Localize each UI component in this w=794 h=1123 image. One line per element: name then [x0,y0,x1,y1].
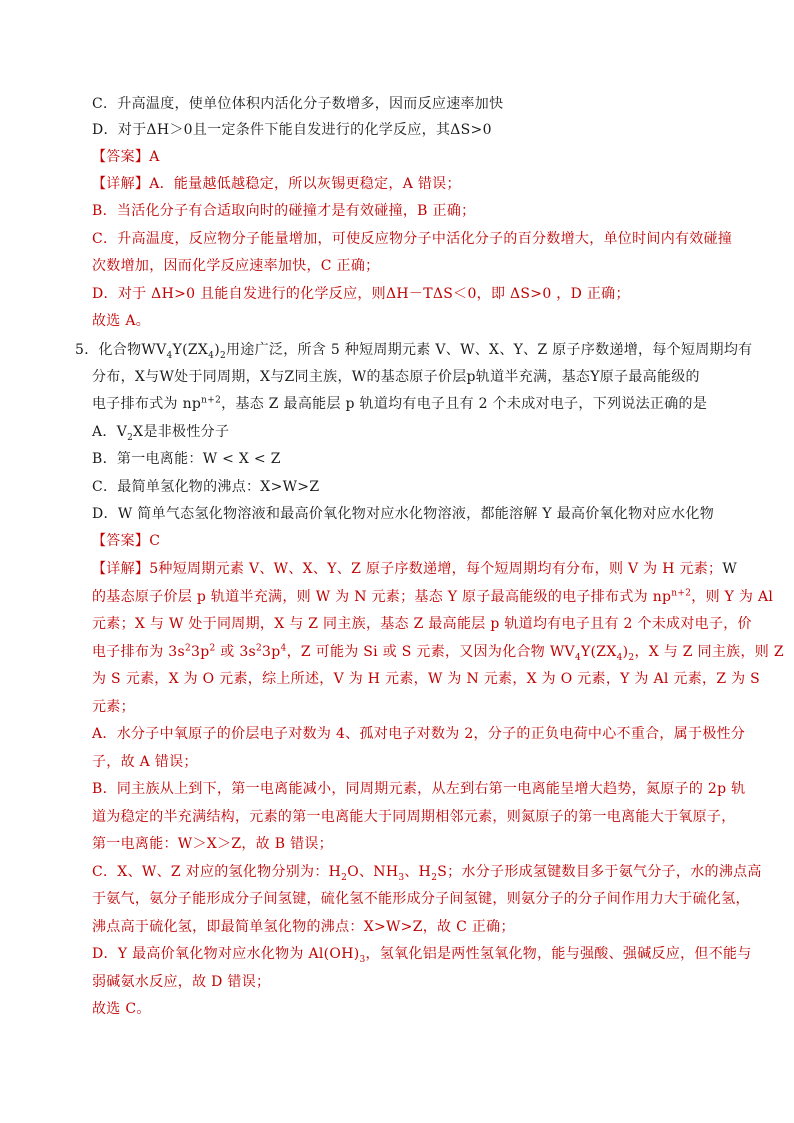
q4-explain-line-3: C．升高温度，反应物分子能量增加，可使反应物分子中活化分子的百分数增大，单位时间内有效碰撞 [92,231,733,247]
q4-explain-line-4: 次数增加，因而化学反应速率加快，C 正确； [92,258,380,274]
q5-stem-text-1: 用途广泛，所含 5 种短周期元素 V、W、X、Y、Z 原子序数递增，每个短周期均有 [226,342,753,358]
q5-option-d: D．W 简单气态氢化物溶液和最高价氧化物对应水化物溶液，都能溶解 Y 最高价氧化物对应水化物 [92,506,715,522]
q5-option-c: C．最简单氢化物的沸点：X>W>Z [92,479,320,495]
q4-explain-line-5: D．对于 ΔH>0 且能自发进行的化学反应，则ΔH－TΔS＜0，即 ΔS>0 ，D 正确； [92,286,630,302]
q5-formula: $WV_4Y(ZX_4)_2$ [141,342,226,361]
q4-explain-line-1: 【详解】A．能量越低越稳定，所以灰锡更稳定，A 错误； [92,176,461,192]
q5-explain-line-4: 电子排布为 $3s^23p^2$ 或 $3s^23p^4$，Z 可能为 Si 或 S 元素，又因为化合物 $WV_4Y(ZX_4)_2$，X 与 Z 同主族，则 Z [92,643,784,663]
q5-number: 5．化合物 [75,342,142,358]
q5-option-a: A．$V_2X$是非极性分子 [92,424,230,443]
q5-explain-line-3: 元素；X 与 W 处于同周期，X 与 Z 同主族，基态 Z 最高能层 p 轨道均有电子且有 2 个未成对电子，价 [92,616,752,632]
q5-explain-line-7: A．水分子中氧原子的价层电子对数为 4、孤对电子对数为 2，分子的正负电荷中心不重合，属于极性分 [92,726,746,742]
q5-conclusion: 故选 C。 [92,1001,151,1017]
q5-explain-line-12: C．X、W、Z 对应的氢化物分别为：$H_2O$、$NH_3$、$H_2S$；水分子形成氢键数目多于氨气分子，水的沸点高 [92,864,762,883]
q5-explain-line-5: 为 S 元素，X 为 O 元素，综上所述，V 为 H 元素，W 为 N 元素，X 为 O 元素，Y 为 Al 元素，Z 为 S [92,671,761,687]
q5-explain-line-10: 道为稳定的半充满结构，元素的第一电离能大于同周期相邻元素，则氮原子的第一电离能大于氧原子， [92,809,736,825]
q4-explain-line-2: B．当活化分子有合适取向时的碰撞才是有效碰撞，B 正确； [92,203,476,219]
q4-answer: 【答案】A [92,149,160,165]
q5-answer: 【答案】C [92,533,161,549]
q5-explain-line-14: 沸点高于硫化氢，即最简单氢化物的沸点：X>W>Z，故 C 正确； [92,919,515,935]
q4-option-c: C．升高温度，使单位体积内活化分子数增多，因而反应速率加快 [92,96,504,112]
q5-explain-line-1: 【详解】5种短周期元素 V、W、X、Y、Z 原子序数递增，每个短周期均有分布，则 V 为 H 元素；W [92,561,738,577]
q5-explain-line-13: 于氨气，氨分子能形成分子间氢键，硫化氢不能形成分子间氢键，则氨分子的分子间作用力大于硫化氢， [92,891,750,907]
q5-explain-line-9: B．同主族从上到下，第一电离能减小，同周期元素，从左到右第一电离能呈增大趋势，氮原子的 2p 轨 [92,781,746,797]
q5-explain-line-8: 子，故 A 错误； [92,754,198,770]
q4-option-d: D．对于ΔH＞0且一定条件下能自发进行的化学反应，其ΔS>0 [92,122,492,138]
q5-explain-line-16: 弱碱氨水反应，故 D 错误； [92,974,271,990]
q5-explain-line-6: 元素； [92,699,135,715]
q5-explain-line-11: 第一电离能：W＞X＞Z，故 B 错误； [92,836,333,852]
q5-explain-line-2: 的基态原子价层 p 轨道半充满，则 W 为 N 元素；基态 Y 原子最高能级的电子排布式为 $np^{n+2}$，则 Y 为 Al [92,588,774,605]
q4-conclusion: 故选 A。 [92,313,151,329]
q5-option-b: B．第一电离能：W < X < Z [92,451,281,467]
q5-stem-line-2: 分布，X与W处于同周期，X与Z同主族，W的基态原子价层p轨道半充满，基态Y原子最高能级的 [92,369,700,385]
q5-explain-line-15: D．Y 最高价氧化物对应水化物为 $Al(OH)_3$，氢氧化铝是两性氢氧化物，能与强酸、强碱反应，但不能与 [92,946,752,965]
q5-stem-line-3: 电子排布式为 $np^{n+2}$，基态 Z 最高能层 p 轨道均有电子且有 2 个未成对电子，下列说法正确的是 [92,395,708,412]
q5-stem-line-1 [75,340,752,360]
